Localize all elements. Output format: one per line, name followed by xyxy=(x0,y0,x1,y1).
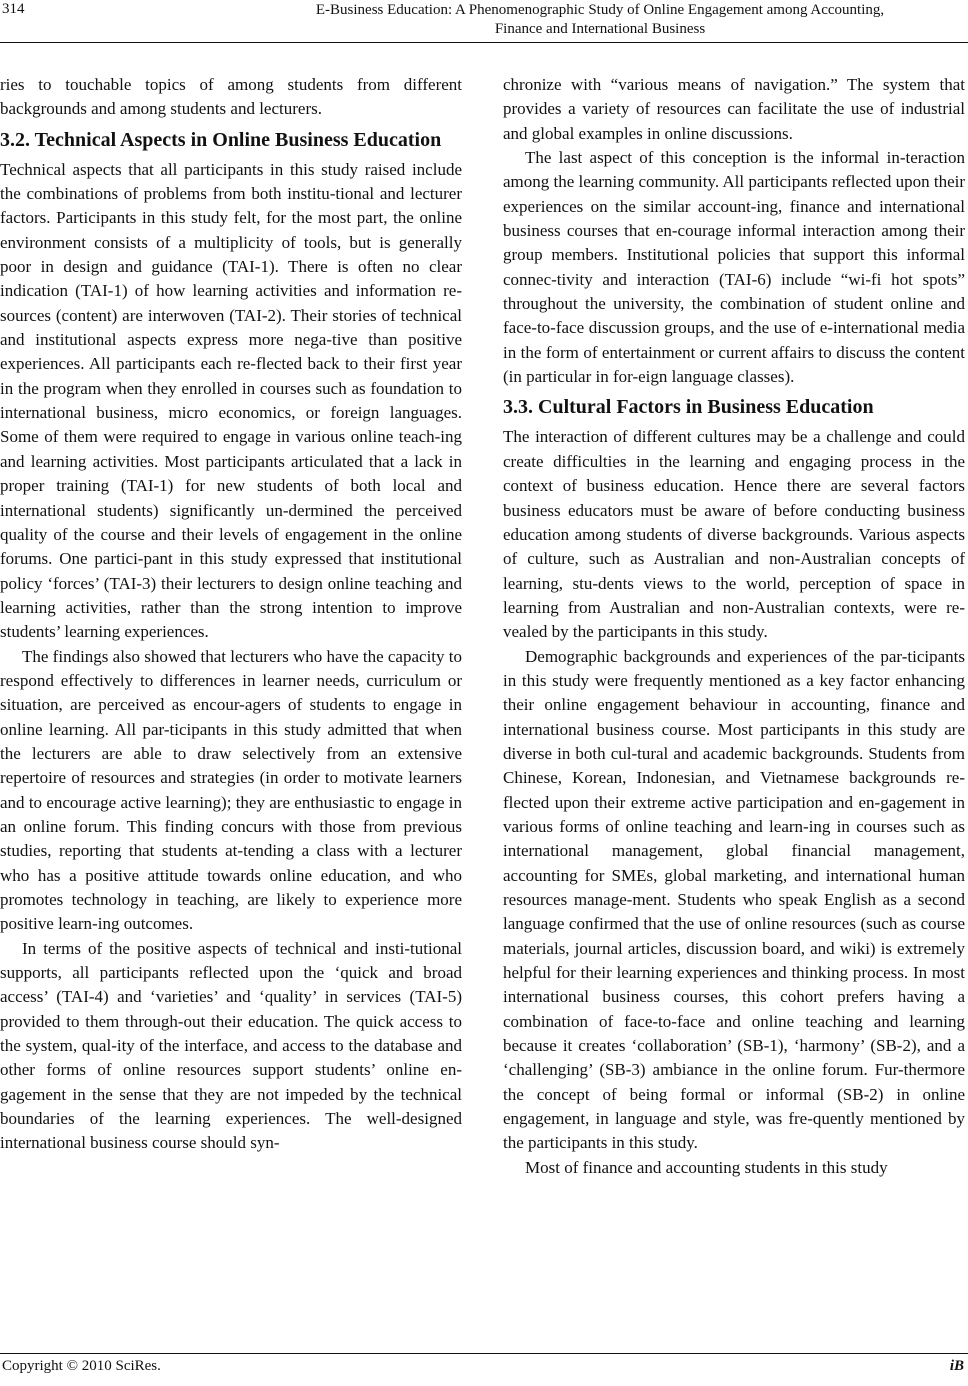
header-divider xyxy=(0,42,968,43)
paragraph-continued: chronize with “various means of navigation.” The system that provides a variety of resources can facilitate the use of industrial and global examples in online discussions. xyxy=(503,75,965,143)
left-column xyxy=(0,73,462,1156)
running-header xyxy=(240,1,960,39)
section-heading-3-3: 3.3. Cultural Factors in Business Education xyxy=(503,396,874,419)
paragraph: The last aspect of this conception is the informal in-teraction among the learning community. All participants reflected upon their experiences on the similar account-ing, finance and international business courses that en-courage informal interaction among their group members. Institutional policies that support this informal connec-tivity and interaction (TAI-6) include “wi-fi hot spots” throughout the university, the combination of student online and face-to-face discussion groups, and the use of e-international media in the form of entertainment or current affairs to discuss the content (in particular in for-eign language classes). xyxy=(503,148,966,387)
running-header-line-1: E-Business Education: A Phenomenographic Study of Online Engagement among Accounting, xyxy=(315,2,885,18)
right-column xyxy=(503,73,965,1180)
paragraph-intro: ries to touchable topics of among students from different backgrounds and among students and lecturers. xyxy=(0,75,462,119)
paragraph: Most of finance and accounting students in this study xyxy=(525,1157,888,1177)
paragraph: In terms of the positive aspects of technical and insti-tutional supports, all participants reflected upon the ‘quick and broad access’ (TAI-4) and ‘varieties’ and ‘quality’ in services (TAI-5) provided to them through-out their education. The quick access to the system, qual-ity of the interface, and access to the database and other forms of online resources support students’ online en-gagement in the sense that they are not impeded by the technical boundaries of the learning experiences. The well-designed international business course should syn- xyxy=(0,938,462,1153)
page-number: 314 xyxy=(2,1,25,17)
paragraph: Technical aspects that all participants in this study raised include the combinations of problems from both institu-tional and lecturer factors. Participants in this study felt, for the most part, the online environment consists of a multiplicity of tools, but is generally poor in design and guidance (TAI-1). There is often no clear indication (TAI-1) of how learning activities and information re-sources (content) are interwoven (TAI-2). Their stories of technical and institutional aspects express more nega-tive than positive experiences. All participants each re-flected back to their first year in the program when they enrolled in courses such as foundation to international business, micro economics, or foreign languages. Some of them were required to engage in various online teach-ing and learning activities. Most participants articulated that a lack in proper training (TAI-1) for new students of both local and international students) significantly un-dermined the perceived quality of the course and their levels of engagement in the online forums. One partici-pant in this study expressed that institutional policy ‘forces’ (TAI-3) their lecturers to design online teaching and learning activities, rather than the strong intention to improve students’ learning experiences. xyxy=(0,159,462,642)
paragraph: The interaction of different cultures may be a challenge and could create difficulties in the learning and engaging process in the context of business education. Hence there are several factors business educators must be aware of before conducting business education among students of diverse backgrounds. Various aspects of culture, such as Australian and non-Australian concepts of learning, stu-dents views to the world, perception of space in learning from Australian and non-Australian contexts, were re-vealed by the participants in this study. xyxy=(503,427,965,642)
copyright-notice: Copyright © 2010 SciRes. xyxy=(2,1358,161,1374)
paragraph: The findings also showed that lecturers who have the capacity to respond effectively to differences in learner needs, curriculum or situation, are perceived as encour-agers of students to engage in online learning. All par-ticipants in this study admitted that when the lecturers are able to draw selectively from an extensive repertoire of resources and strategies (in order to motivate learners and to encourage active learning); they are enthusiastic to engage in an online forum. This finding concurs with those from previous studies, reporting that students at-tending a class with a lecturer who has a positive attitude towards online education, and who promotes technology in teaching, are likely to experience more positive learn-ing outcomes. xyxy=(0,646,462,934)
section-heading-3-2: 3.2. Technical Aspects in Online Business Education xyxy=(0,128,442,151)
footer-divider xyxy=(0,1353,968,1354)
running-header-line-2: Finance and International Business xyxy=(494,21,706,37)
journal-abbreviation: iB xyxy=(949,1358,964,1374)
paragraph: Demographic backgrounds and experiences of the par-ticipants in this study were frequently mentioned as a key factor enhancing their online engagement behaviour in accounting, finance and international business course. Most participants in this study are diverse in both cul-tural and academic backgrounds. Students from Chinese, Korean, Indonesian, and Vietnamese backgrounds re-flected upon their extreme active participation and en-gagement in various forms of online teaching and learn-ing in courses such as international management, global financial management, accounting for SMEs, global marketing, and international human resources manage-ment. Students who speak English as a second language confirmed that the use of online resources (such as course materials, journal articles, discussion board, and wiki) is extremely helpful for their learning experiences and thinking process. In most international business courses, this cohort prefers having a combination of face-to-face and online teaching and learning because it creates ‘collaboration’ (SB-1), ‘harmony’ (SB-2), and a ‘challenging’ (SB-3) ambiance in the online forum. Fur-thermore the concept of being formal or informal (SB-2) in online engagement, in language and style, was fre-quently mentioned by the participants in this study. xyxy=(503,646,965,1153)
